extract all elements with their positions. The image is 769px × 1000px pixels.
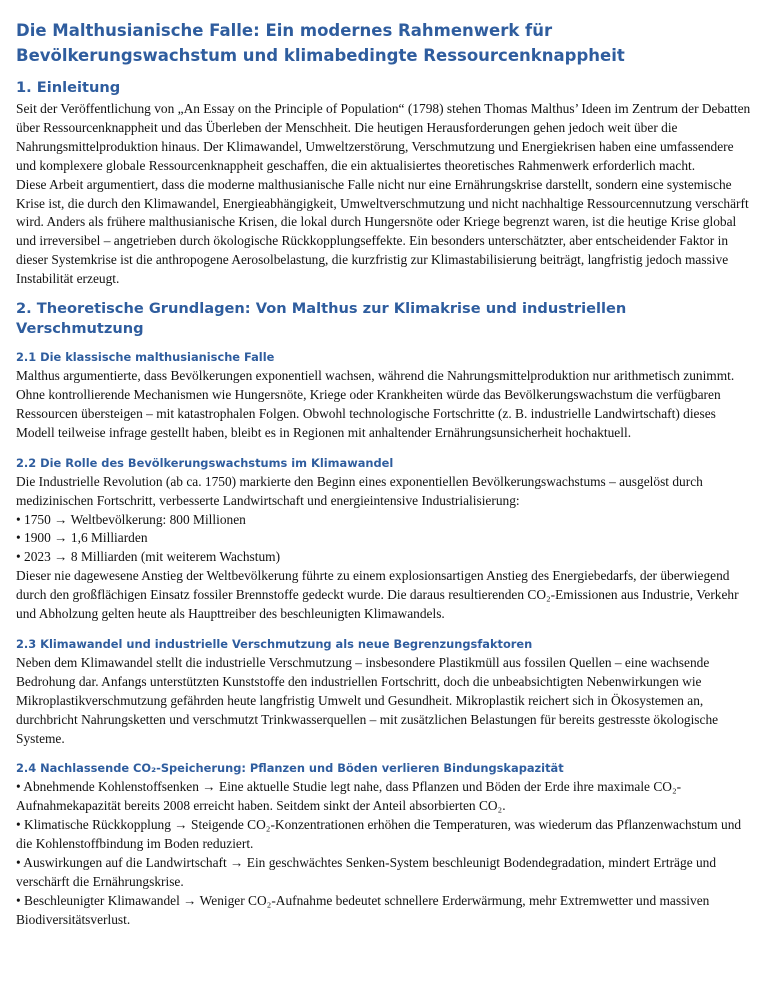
subsection-heading-2-1: 2.1 Die klassische malthusianische Falle [16, 350, 275, 365]
bullet-item: • 1750 → Weltbevölkerung: 800 Millionen [16, 511, 246, 527]
section-heading-einleitung: 1. Einleitung [16, 79, 121, 96]
subsection-heading-2-2: 2.2 Die Rolle des Bevölkerungswachstums im Klimawandel [16, 455, 394, 470]
paragraph: Neben dem Klimawandel stellt die industrielle Verschmutzung – insbesondere Plastikmüll aus fossilen Quellen – eine wachsende Bedrohung dar. Anfangs unterstützten Kunststoffe den industriellen Fortschritt, doch die unbeabsichtigten Nebenwirkungen wie Mikroplastikverschmutzung gefährden heute langfristig Umwelt und Gesundheit. Mikroplastik reichert sich in Ökosystemen an, durchbricht Nahrungsketten und verschmutzt Trinkwasserquellen – mit zusätzlichen Belastungen für bereits gestresste ökologische Systeme. [16, 654, 719, 746]
document-title: Die Malthusianische Falle: Ein modernes Rahmenwerk für Bevölkerungswachstum und klimabedingte Ressourcenknappheit [16, 21, 625, 65]
bullet-item: • Auswirkungen auf die Landwirtschaft → Ein geschwächtes Senken-System beschleunigt Bodendegradation, mindert Erträge und verschärft die Ernährungskrise. [16, 855, 717, 889]
bullet-item: • 2023 → 8 Milliarden (mit weiterem Wachstum) [16, 549, 281, 565]
subsection-heading-2-4: 2.4 Nachlassende CO₂-Speicherung: Pflanzen und Böden verlieren Bindungskapazität [16, 761, 564, 776]
bullet-item: • 1900 → 1,6 Milliarden [16, 530, 148, 546]
paragraph: Diese Arbeit argumentiert, dass die moderne malthusianische Falle nicht nur eine Ernährungskrise darstellt, sondern eine systemische Krise ist, die durch den Klimawandel, Energieabhängigkeit, Umweltverschmutzung und nicht nachhaltige Ressourcennutzung verschärft wird. Anders als frühere malthusianische Krisen, die lokal durch Hungersnöte oder Kriege begrenzt waren, ist die heutige Krise global und irreversibel – angetrieben durch ökologische Rückkopplungseffekte. Ein besonders unterschätzter, aber entscheidender Faktor in dieser Systemkrise ist die anthropogene Aerosolbelastung, die kurzfristig zur Klimastabilisierung beiträgt, langfristig jedoch massive Instabilität erzeugt. [16, 176, 749, 287]
paragraph: Die Industrielle Revolution (ab ca. 1750) markierte den Beginn eines exponentiellen Bevölkerungswachstums – ausgelöst durch medizinischen Fortschritt, verbesserte Landwirtschaft und energieintensive Industrialisierung: [16, 473, 703, 508]
bullet-item: • Klimatische Rückkopplung → Steigende CO₂-Konzentrationen erhöhen die Temperaturen, was wiederum das Pflanzenwachstum und die Kohlenstoffbindung im Boden reduziert. [16, 817, 742, 852]
paragraph: Malthus argumentierte, dass Bevölkerungen exponentiell wachsen, während die Nahrungsmittelproduktion nur arithmetisch zunimmt. Ohne kontrollierende Mechanismen wie Hungersnöte, Kriege oder Krankheiten würde das Bevölkerungswachstum die verfügbaren Ressourcen übersteigen – mit katastrophalen Folgen. Obwohl technologische Fortschritte (z. B. industrielle Landwirtschaft) dieses Modell teilweise infrage gestellt haben, bleibt es in Regionen mit anhaltender Ernährungsunsicherheit hochaktuell. [16, 368, 735, 440]
bullet-item: • Beschleunigter Klimawandel → Weniger CO₂-Aufnahme bedeutet schnellere Erderwärmung, mehr Extremwetter und massiven Biodiversitätsverlust. [16, 892, 710, 927]
subsection-heading-2-3: 2.3 Klimawandel und industrielle Verschmutzung als neue Begrenzungsfaktoren [16, 636, 533, 651]
section-heading-theoretische-grundlagen: 2. Theoretische Grundlagen: Von Malthus zur Klimakrise und industriellen Verschmutzung [16, 300, 627, 338]
paragraph: Dieser nie dagewesene Anstieg der Weltbevölkerung führte zu einem explosionsartigen Anstieg des Energiebedarfs, der überwiegend durch den großflächigen Einsatz fossiler Brennstoffe gedeckt wurde. Die daraus resultierenden CO₂-Emissionen aus Industrie, Verkehr und Abholzung gelten heute als Haupttreiber des beschleunigten Klimawandels. [16, 568, 739, 622]
paragraph: Seit der Veröffentlichung von „An Essay on the Principle of Population“ (1798) stehen Thomas Malthus’ Ideen im Zentrum der Debatten über Ressourcenknappheit und das Überleben der Menschheit. Die heutigen Herausforderungen gehen jedoch weit über die Nahrungsmittelproduktion hinaus. Der Klimawandel, Umweltzerstörung, Verschmutzung und Energiekrisen haben eine umfassendere und komplexere globale Ressourcenknappheit geschaffen, die ein aktualisiertes theoretisches Rahmenwerk erforderlich macht. [16, 101, 751, 173]
bullet-item: • Abnehmende Kohlenstoffsenken → Eine aktuelle Studie legt nahe, dass Pflanzen und Böden der Erde ihre maximale CO₂-Aufnahmekapazität bereits 2008 erreicht haben. Seitdem sinkt der Anteil absorbierten CO₂. [16, 779, 682, 814]
